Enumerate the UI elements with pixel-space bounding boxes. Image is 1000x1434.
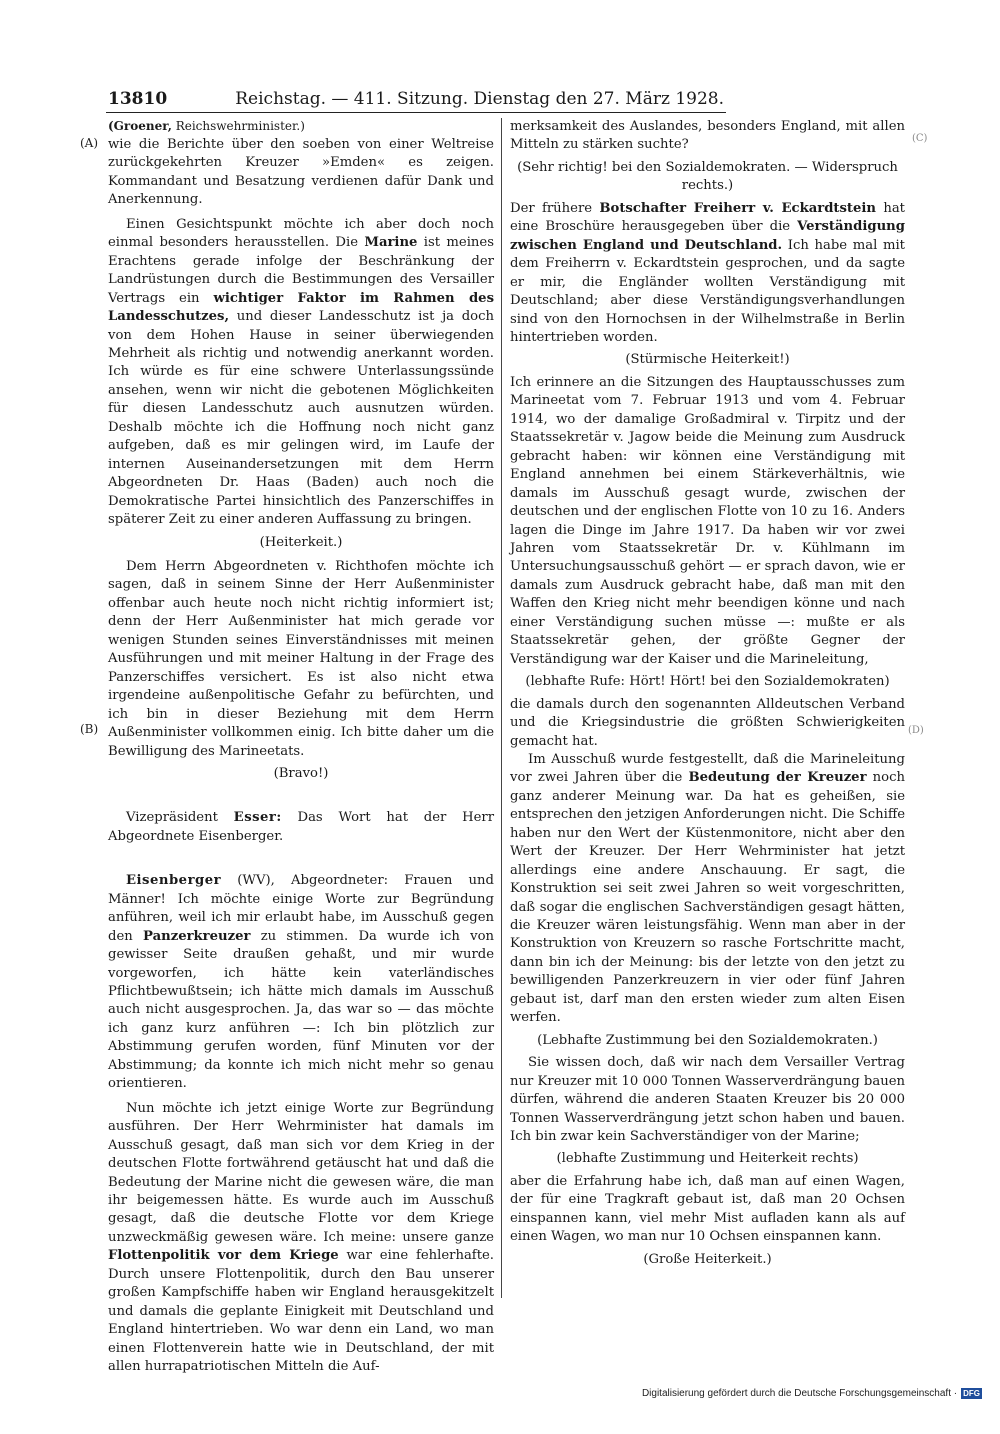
interjection-r6: (Große Heiterkeit.) xyxy=(643,1251,772,1267)
speaker-tag-name: (Groener, xyxy=(108,119,172,133)
paragraph-r1: merksamkeit des Auslandes, besonders England, mit allen Mitteln zu stärken suchte? xyxy=(510,119,905,153)
text-run: Vizepräsident xyxy=(126,810,234,826)
margin-marker-b: (B) xyxy=(80,722,99,736)
text-run: zu stimmen. Da wurde ich von gewisser Seite draußen gehaßt, und mir wurde vorgeworfen, ich hätte kein vaterländisches Pflichtbewußtsein; ich hätte mich damals im Ausschuß auch nicht ausgesprochen. Ja, das war so — das möchte ich ganz kurz anführen —: Ich bin plötzlich zur Abstimmung gerufen worden, fünf Minuten vor der Abstimmung; da konnte ich mich nicht mehr so genau orientieren. xyxy=(108,928,495,1092)
text-run: (WV), Abgeordneter: Frauen und Männer! Ich möchte einige Worte zur Begründung anführen, weil ich mir erlaubt habe, im Ausschuß gegen den xyxy=(108,873,494,944)
interjection-r5: (lebhafte Zustimmung und Heiterkeit rechts) xyxy=(556,1151,859,1167)
text-run: ist meines Erachtens gerade infolge der Beschränkung der Landrüstungen durch die Bestimmungen des Versailler Vertrags ein xyxy=(108,235,494,306)
text-run: Im Ausschuß wurde festgestellt, daß die Marineleitung vor zwei Jahren über die xyxy=(510,751,905,786)
bold-verstaendigung: Verständigung zwischen England und Deutschland. xyxy=(510,219,905,253)
bold-flottenpolitik: Flottenpolitik vor dem Kriege xyxy=(108,1248,339,1264)
paragraph-l2 xyxy=(108,216,494,530)
interjection-heiterkeit: (Heiterkeit.) xyxy=(259,534,343,550)
dfg-logo: DFG xyxy=(963,1389,980,1398)
bold-kreuzer: Bedeutung der Kreuzer xyxy=(688,770,867,786)
paragraph-l4 xyxy=(108,809,494,846)
bold-faktor: wichtiger Faktor im Rahmen des Landesschutzes, xyxy=(108,290,494,325)
text-run: Nun möchte ich jetzt einige Worte zur Begründung ausführen. Der Herr Wehrminister hat damals im Ausschuß gesagt, daß man sich vor dem Krieg in der deutschen Flotte fortwährend getäuscht hat und daß die Bedeutung der Marine nicht die gewesen wäre, die man ihr beigemessen hätte. Es wurde auch im Ausschuß gesagt, daß die deutsche Flotte vor dem Kriege unzweckmäßig gewesen wäre. Ich meine: unsere ganze xyxy=(108,1100,494,1245)
text-run: war eine fehlerhafte. Durch unsere Flottenpolitik, durch den Bau unserer großen Kampfschiffe haben wir England herausgekitzelt und damals die geplante Einigkeit mit Deutschland und England hintertrieben. Wo war denn ein Land, wo man einen Flottenverein hatte wie in Deutschland, der mit allen hurrapatriotischen Mitteln die Auf- xyxy=(108,1248,494,1375)
speaker-esser: Esser: xyxy=(233,810,282,826)
margin-marker-c: (C) xyxy=(912,133,928,144)
paragraph-l3: Dem Herrn Abgeordneten v. Richthofen möchte ich sagen, daß in seinem Sinne der Herr Außenminister offenbar auch heute noch nicht richtig informiert ist; denn der Herr Außenminister hat mich gerade vor wenigen Stunden seines Einverständnisses mit meinen Ausführungen und mit meiner Haltung in der Frage des Panzerschiffes versichert. Es ist also nicht etwa irgendeine außenpolitische Gefahr zu befürchten, und ich bin in dieser Beziehung mit dem Herrn Außenminister vollkommen einig. Ich bitte daher um die Bewilligung des Marineetats. xyxy=(108,558,494,759)
digitization-footer xyxy=(642,1388,982,1399)
column-divider xyxy=(501,118,502,1298)
bold-botschafter: Botschafter Freiherr v. Eckardtstein xyxy=(599,200,877,216)
page-number: 13810 xyxy=(108,89,168,109)
paragraph-l5 xyxy=(108,872,494,1093)
paragraph-r5 xyxy=(510,751,905,1028)
paragraph-r3: Ich erinnere an die Sitzungen des Hauptausschusses zum Marineetat vom 7. Februar 1913 und vom 4. Februar 1914, wo der damalige Großadmiral v. Tirpitz und der Staatssekretär v. Jagow beide die Meinung zum Ausdruck gebracht haben: wir können eine Verständigung mit England annehmen bei einem Stärkeverhältnis, wie damals im Ausschuß gesagt wurde, zwischen der deutschen und der englischen Flotte von 10 zu 16. Anders lagen die Dinge im Jahre 1917. Da haben wir vor zwei Jahren vom Staatssekretär Dr. v. Kühlmann im Untersuchungsausschuß gehört — er sprach davon, wie er damals zum Ausdruck gebracht habe, daß man mit den Waffen den Krieg nicht mehr beendigen könne und nach einer Verständigung suchen müsse —: mußte er als Staatssekretär gehen, der größte Gegner der Verständigung war der Kaiser und die Marineleitung, xyxy=(510,374,905,667)
text-run: hat eine Broschüre herausgegeben über die xyxy=(510,200,905,235)
page-header xyxy=(108,88,724,114)
speaker-tag xyxy=(108,118,494,134)
paragraph-r4: die damals durch den sogenannten Alldeutschen Verband und die Kriegsindustrie die größten Schwierigkeiten gemacht hat. xyxy=(510,696,905,749)
interjection-bravo: (Bravo!) xyxy=(273,765,329,781)
text-run: und dieser Landesschutz ist ja doch von dem Hohen Hause in seiner überwiegenden Mehrheit als richtig und notwendig anerkannt worden. Ich würde es für eine schwere Unterlassungssünde ansehen, wenn wir nicht die gebotenen Möglichkeiten für diesen Landesschutz auch ausnutzen würden. Deshalb möchte ich die Hoffnung noch nicht ganz aufgeben, daß es mir gelingen wird, im Laufe der internen Auseinandersetzungen mit dem Herrn Abgeordneten Dr. Haas (Baden) auch noch die Demokratische Partei hinsichtlich des Panzerschiffes in späterer Zeit zu einer anderen Auffassung zu bringen. xyxy=(108,309,494,528)
interjection-r4: (Lebhafte Zustimmung bei den Sozialdemokraten.) xyxy=(537,1032,878,1048)
interjection-r2: (Stürmische Heiterkeit!) xyxy=(625,352,790,368)
left-column xyxy=(108,118,495,1375)
interjection-r3: (lebhafte Rufe: Hört! Hört! bei den Sozialdemokraten) xyxy=(525,674,890,690)
paragraph-l1: wie die Berichte über den soeben von einer Weltreise zurückgekehrten Kreuzer »Emden« es zeigen. Kommandant und Besatzung verdienen dafür Dank und Anerkennung. xyxy=(108,137,494,208)
text-run: noch ganz anderer Meinung war. Da hat es geheißen, sie entsprechen den jetzigen Anforderungen nicht. Die Schiffe haben nur den Wert der Küstenmonitore, nicht aber den Wert der Kreuzer. Der Herr Wehrminister hat jetzt allerdings eine andere Anschauung. Er sagt, die Konstruktion sei seit zwei Jahren so weit vorgeschritten, daß sogar die englischen Sachverständigen gesagt hätten, die Kreuzer wären leistungsfähig. Wenn man aber in der Konstruktion von Kreuzern so rasche Fortschritte macht, dann bin ich der Meinung: bis der letzte von den jetzt zu bewilligenden Panzerkreuzern in vier oder fünf Jahren gebaut ist, darf man den ersten wieder zum alten Eisen werfen. xyxy=(510,770,905,1026)
right-column xyxy=(510,118,905,1314)
text-run: Ich habe mal mit dem Freiherrn v. Eckardtstein gesprochen, und da sagte er mir, die Engländer wollten Verständigung mit Deutschland; aber diese Verständigungsverhandlungen sind von den Hornochsen in der Wilhelmstraße in Berlin hintertrieben worden. xyxy=(510,237,905,345)
speaker-eisenberger: Eisenberger xyxy=(126,873,222,889)
interjection-r1: (Sehr richtig! bei den Sozialdemokraten. — Widerspruch rechts.) xyxy=(517,159,898,194)
bold-panzerkreuzer: Panzerkreuzer xyxy=(143,928,251,944)
text-run: Das Wort hat der Herr Abgeordnete Eisenberger. xyxy=(108,810,494,844)
bold-marine: Marine xyxy=(364,235,418,251)
paragraph-r6: Sie wissen doch, daß wir nach dem Versailler Vertrag nur Kreuzer mit 10 000 Tonnen Wasserverdrängung bauen dürfen, während die anderen Staaten Kreuzer bis 20 000 Tonnen Wasserverdrängung jetzt schon haben und bauen. Ich bin zwar kein Sachverständiger von der Marine; xyxy=(510,1055,905,1145)
running-title: Reichstag. — 411. Sitzung. Dienstag den 27. März 1928. xyxy=(235,89,724,109)
paragraph-r7: aber die Erfahrung habe ich, daß man auf einen Wagen, der für eine Tragkraft gebaut ist, daß man 20 Ochsen einspannen kann, viel mehr Mist aufladen kann als auf einen Wagen, wo man nur 10 Ochsen einspannen kann. xyxy=(510,1173,905,1245)
text-run: Einen Gesichtspunkt möchte ich aber doch noch einmal besonders herausstellen. Die xyxy=(108,216,494,251)
header-rule xyxy=(106,112,726,113)
text-run: Der frühere xyxy=(510,200,600,216)
paragraph-r2 xyxy=(510,200,905,348)
speaker-tag-role: Reichswehrminister.) xyxy=(175,119,305,133)
margin-marker-d: (D) xyxy=(908,725,924,736)
footer-text: Digitalisierung gefördert durch die Deutsche Forschungsgemeinschaft · xyxy=(641,1388,958,1399)
margin-marker-a: (A) xyxy=(80,136,99,150)
paragraph-l6 xyxy=(108,1100,494,1377)
